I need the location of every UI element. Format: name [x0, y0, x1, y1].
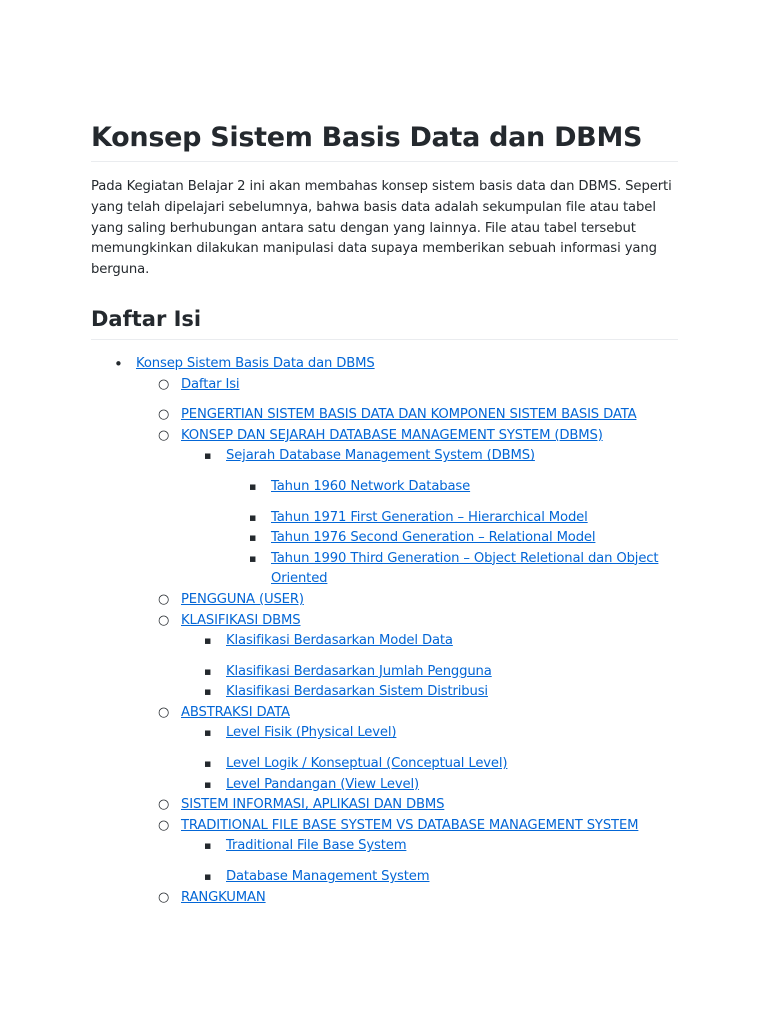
toc-item-abstraksi — [158, 703, 678, 795]
toc-item-sejarah — [204, 446, 678, 590]
toc-link-tahun1960[interactable]: Tahun 1960 Network Database — [271, 478, 471, 494]
bullet-square-icon: ▪ — [204, 634, 212, 648]
bullet-circle-icon: ○ — [158, 817, 170, 833]
toc-item-klasifikasi — [158, 611, 678, 703]
toc-item-dbms — [204, 867, 678, 888]
toc-heading: Daftar Isi — [91, 303, 678, 340]
toc-link-abstraksi[interactable]: ABSTRAKSI DATA — [181, 704, 290, 720]
toc-item-traditional — [158, 816, 678, 888]
toc-link-dbms[interactable]: Database Management System — [226, 869, 430, 885]
toc-item-tahun1960 — [249, 477, 678, 498]
bullet-square-icon: ▪ — [204, 449, 212, 463]
bullet-square-icon: ▪ — [204, 777, 212, 791]
toc-item-level-fisik — [204, 723, 678, 744]
bullet-circle-icon: ○ — [158, 427, 170, 443]
bullet-circle-icon: ○ — [158, 797, 170, 813]
bullet-circle-icon: ○ — [158, 591, 170, 607]
bullet-circle-icon: ○ — [158, 889, 170, 905]
toc-item-daftar-isi — [158, 375, 678, 396]
toc-item-level-logik — [204, 754, 678, 775]
bullet-square-icon: ▪ — [249, 510, 257, 524]
bullet-circle-icon: ○ — [158, 407, 170, 423]
toc-link-level-fisik[interactable]: Level Fisik (Physical Level) — [226, 725, 397, 741]
toc-item-klas-model — [204, 631, 678, 652]
bullet-circle-icon: ○ — [158, 612, 170, 628]
bullet-square-icon: ▪ — [204, 664, 212, 678]
toc-item-tahun1990 — [249, 549, 678, 590]
toc-link-pengguna[interactable]: PENGGUNA (USER) — [181, 591, 304, 607]
table-of-contents — [91, 354, 678, 908]
toc-link-daftar-isi[interactable]: Daftar Isi — [181, 376, 240, 392]
toc-link-tahun1971[interactable]: Tahun 1971 First Generation – Hierarchical Model — [271, 509, 588, 525]
toc-item-tahun1976 — [249, 528, 678, 549]
toc-item-trad-file — [204, 836, 678, 857]
bullet-disc-icon: • — [114, 354, 123, 373]
bullet-square-icon: ▪ — [204, 870, 212, 884]
toc-link-pengertian[interactable]: PENGERTIAN SISTEM BASIS DATA DAN KOMPONEN SISTEM BASIS DATA — [181, 407, 637, 423]
toc-link-trad-file[interactable]: Traditional File Base System — [226, 838, 407, 854]
toc-link-klas-jumlah[interactable]: Klasifikasi Berdasarkan Jumlah Pengguna — [226, 663, 492, 679]
bullet-square-icon: ▪ — [249, 531, 257, 545]
toc-link-sistem-informasi[interactable]: SISTEM INFORMASI, APLIKASI DAN DBMS — [181, 797, 445, 813]
page-title: Konsep Sistem Basis Data dan DBMS — [91, 118, 678, 162]
toc-item-konsep — [158, 426, 678, 590]
toc-link-klas-model[interactable]: Klasifikasi Berdasarkan Model Data — [226, 633, 453, 649]
toc-item-pengguna — [158, 590, 678, 611]
toc-link-root[interactable]: Konsep Sistem Basis Data dan DBMS — [136, 355, 375, 371]
toc-link-level-pandangan[interactable]: Level Pandangan (View Level) — [226, 776, 419, 792]
toc-item-root — [114, 354, 678, 908]
toc-link-konsep[interactable]: KONSEP DAN SEJARAH DATABASE MANAGEMENT SYSTEM (DBMS) — [181, 427, 603, 443]
bullet-square-icon: ▪ — [204, 726, 212, 740]
toc-link-tahun1990[interactable]: Tahun 1990 Third Generation – Object Reletional dan Object Oriented — [271, 550, 659, 587]
toc-link-klasifikasi[interactable]: KLASIFIKASI DBMS — [181, 612, 301, 628]
bullet-square-icon: ▪ — [249, 479, 257, 493]
toc-link-traditional[interactable]: TRADITIONAL FILE BASE SYSTEM VS DATABASE MANAGEMENT SYSTEM — [181, 817, 639, 833]
toc-item-rangkuman — [158, 888, 678, 909]
toc-link-rangkuman[interactable]: RANGKUMAN — [181, 889, 266, 905]
toc-link-sejarah[interactable]: Sejarah Database Management System (DBMS) — [226, 448, 535, 464]
toc-item-tahun1971 — [249, 508, 678, 529]
bullet-square-icon: ▪ — [204, 757, 212, 771]
bullet-square-icon: ▪ — [249, 551, 257, 565]
toc-item-level-pandangan — [204, 775, 678, 796]
toc-item-klas-jumlah — [204, 662, 678, 683]
toc-link-klas-distribusi[interactable]: Klasifikasi Berdasarkan Sistem Distribusi — [226, 684, 488, 700]
toc-item-pengertian — [158, 405, 678, 426]
intro-paragraph: Pada Kegiatan Belajar 2 ini akan membahas konsep sistem basis data dan DBMS. Seperti yang telah dipelajari sebelumnya, bahwa basis data adalah sekumpulan file atau tabel yang saling berhubungan antara satu dengan yang lainnya. File atau tabel tersebut memungkinkan dilakukan manipulasi data supaya memberikan sebuah informasi yang berguna. — [91, 179, 672, 278]
bullet-square-icon: ▪ — [204, 685, 212, 699]
toc-item-klas-distribusi — [204, 682, 678, 703]
bullet-circle-icon: ○ — [158, 376, 170, 392]
toc-item-sistem-informasi — [158, 795, 678, 816]
toc-link-level-logik[interactable]: Level Logik / Konseptual (Conceptual Level) — [226, 756, 508, 772]
toc-link-tahun1976[interactable]: Tahun 1976 Second Generation – Relational Model — [271, 530, 596, 546]
bullet-square-icon: ▪ — [204, 839, 212, 853]
article — [91, 118, 678, 908]
bullet-circle-icon: ○ — [158, 704, 170, 720]
